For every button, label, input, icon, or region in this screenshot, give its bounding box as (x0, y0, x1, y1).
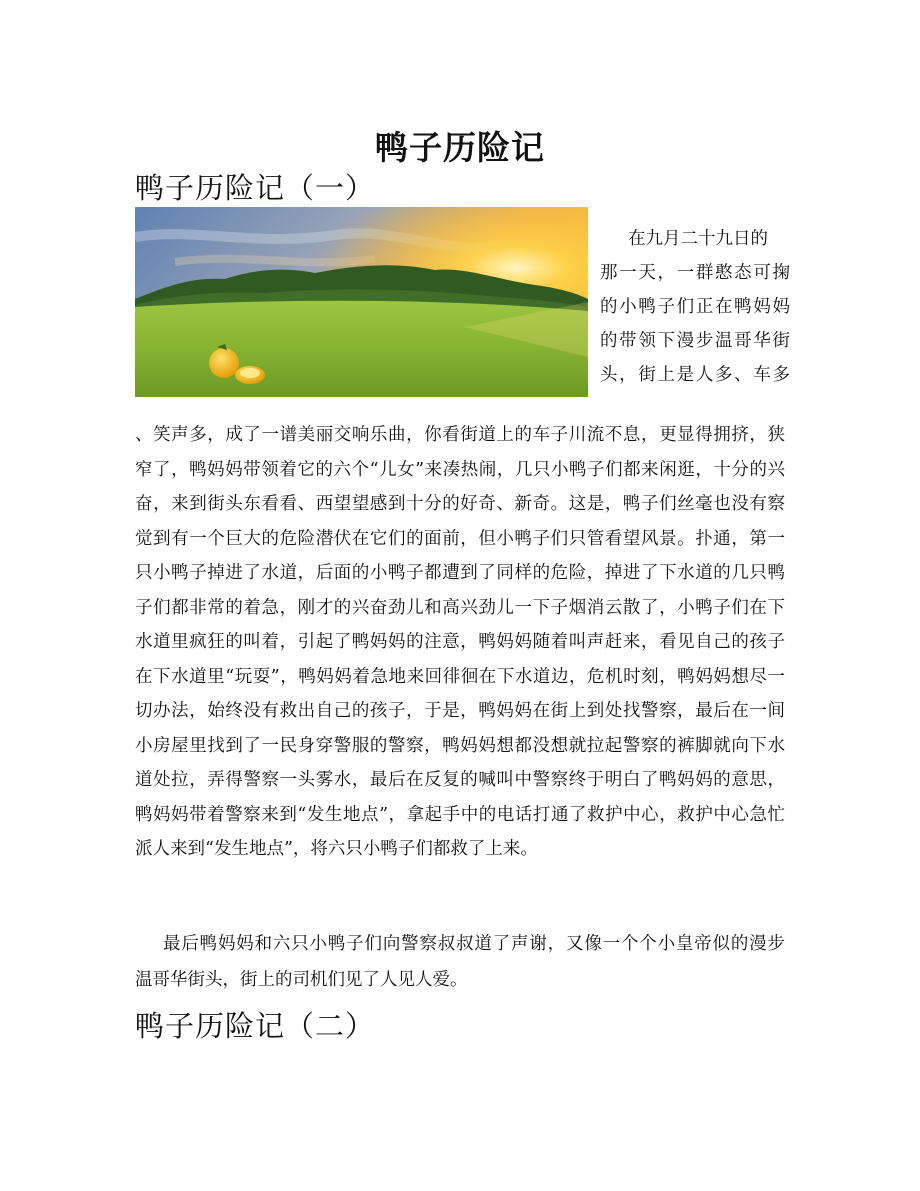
body-line: 鸭妈妈带着警察来到“发生地点”，拿起手中的电话打通了救护中心，救护中心急忙 (135, 804, 785, 825)
closing-line: 温哥华街头，街上的司机们见了人见人爱。 (135, 970, 468, 990)
body-line: 小房屋里找到了一民身穿警服的警察，鸭妈妈想都没想就拉起警察的裤脚就向下水 (135, 735, 785, 756)
side-line: 在九月二十九日的 (628, 229, 768, 249)
section-heading-1: 鸭子历险记（一） (135, 171, 376, 205)
side-line: 的小鸭子们正在鸭妈妈 (600, 297, 790, 317)
body-line: 子们都非常的着急，刚才的兴奋劲儿和高兴劲儿一下子烟消云散了，小鸭子们在下 (135, 597, 785, 618)
meadow-sunset-image (135, 207, 588, 397)
side-line: 的带领下漫步温哥华街 (600, 331, 790, 351)
closing-paragraph (135, 926, 785, 998)
document-title: 鸭子历险记 (375, 128, 545, 167)
side-line: 那一天，一群憨态可掬 (600, 263, 790, 283)
body-line: 水道里疯狂的叫着，引起了鸭妈妈的注意，鸭妈妈随着叫声赶来，看见自己的孩子 (135, 632, 785, 652)
body-line: 、笑声多，成了一谱美丽交响乐曲，你看街道上的车子川流不息，更显得拥挤，狭 (135, 425, 785, 445)
body-paragraph (135, 418, 785, 867)
body-line: 窄了，鸭妈妈带领着它的六个“儿女”来凑热闹，几只小鸭子们都来闲逛，十分的兴 (135, 459, 785, 480)
closing-line: 最后鸭妈妈和六只小鸭子们向警察叔叔道了声谢，又像一个个小皇帝似的漫步 (163, 934, 785, 954)
body-line: 切办法，始终没有救出自己的孩子，于是，鸭妈妈在街上到处找警察，最后在一间 (135, 701, 785, 721)
body-line: 道处拉，弄得警察一头雾水，最后在反复的喊叫中警察终于明白了鸭妈妈的意思， (135, 770, 785, 790)
section-heading-2: 鸭子历险记（二） (135, 1009, 376, 1043)
body-line: 在下水道里“玩耍”，鸭妈妈着急地来回徘徊在下水道边，危机时刻，鸭妈妈想尽一 (135, 666, 785, 687)
side-line: 头，街上是人多、车多 (600, 365, 790, 385)
body-line: 只小鸭子掉进了水道，后面的小鸭子都遭到了同样的危险，掉进了下水道的几只鸭 (135, 563, 785, 583)
body-line: 派人来到“发生地点”，将六只小鸭子们都救了上来。 (135, 839, 538, 859)
body-line: 觉到有一个巨大的危险潜伏在它们的面前，但小鸭子们只管看望风景。扑通，第一 (135, 528, 785, 549)
body-line: 奋，来到街头东看看、西望望感到十分的好奇、新奇。这是，鸭子们丝毫也没有察 (135, 494, 785, 514)
intro-side-text (600, 222, 790, 392)
